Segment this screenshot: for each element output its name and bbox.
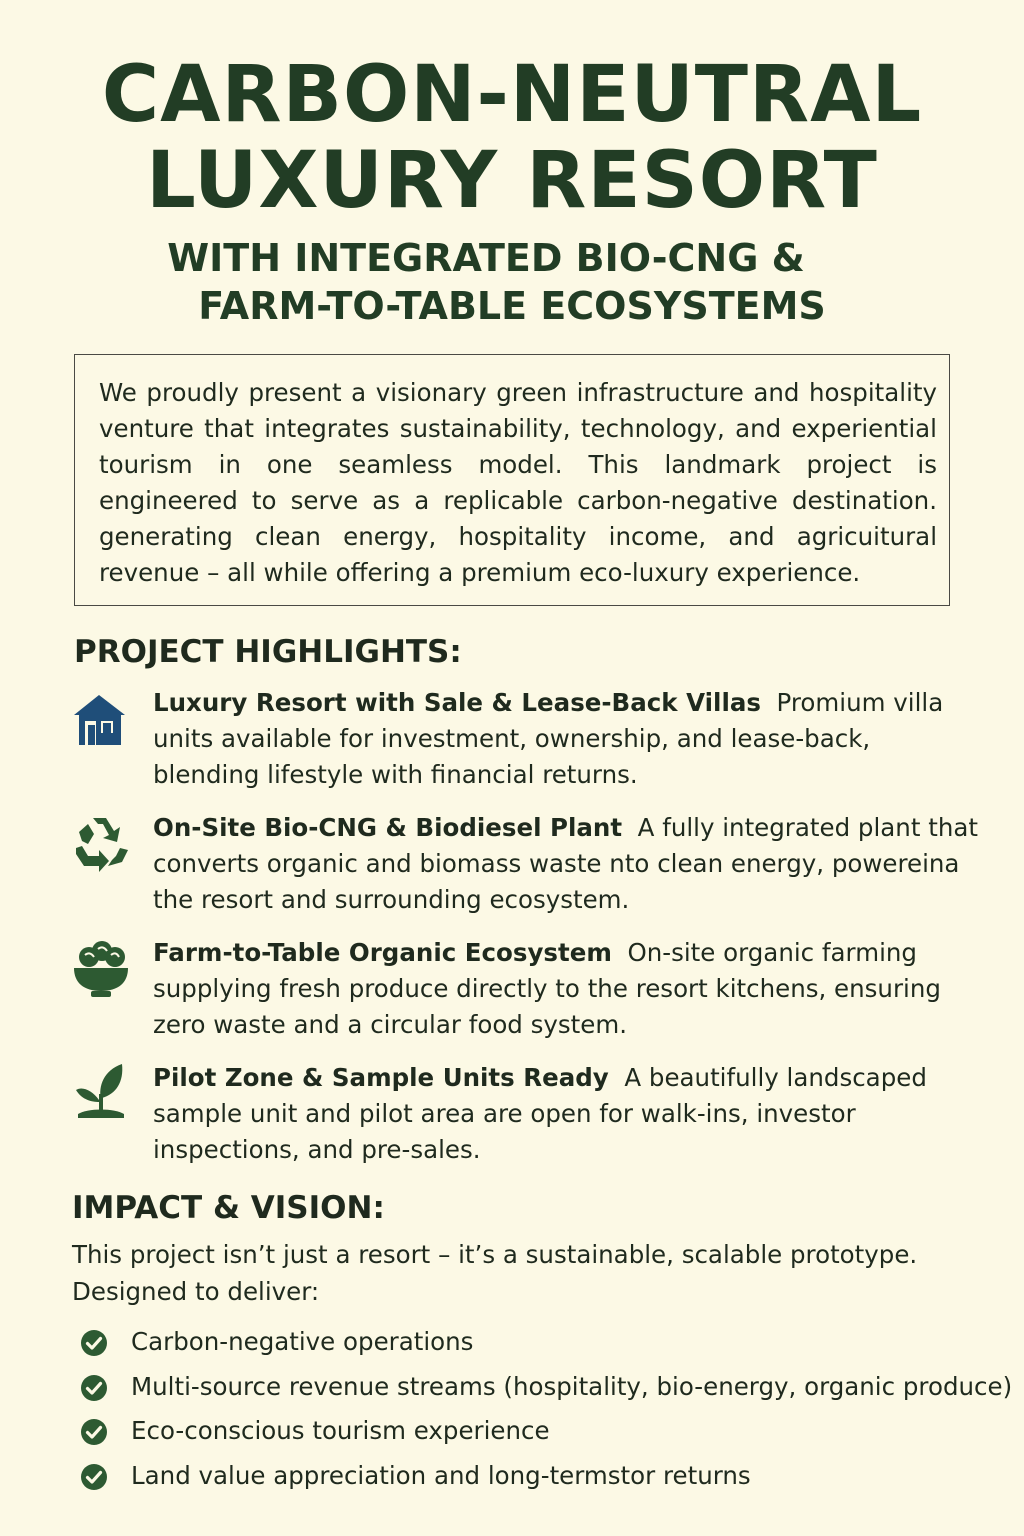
list-item	[80, 1456, 1020, 1501]
highlight-text	[153, 810, 983, 918]
impact-bullet-list	[80, 1322, 1020, 1500]
highlight-description: A fully integrated plant that converts organic and biomass waste nto clean energy, powereina the resort and surrounding ecosystem.	[153, 813, 978, 914]
check-circle-icon	[80, 1329, 108, 1357]
check-circle-icon	[80, 1463, 108, 1491]
intro-paragraph: We proudly present a visionary green infrastructure and hospitality venture that integrates sustainability, technology, and experiential tourism in one seamless model. This landmark project is engineered to serve as a replicable carbon-negative destination. generating clean energy, hospitality income, and agricuitural revenue – all while offering a premium eco-luxury experience.	[99, 378, 937, 587]
salad-bowl-icon	[68, 935, 134, 1001]
impact-paragraph: This project isn’t just a resort – it’s a sustainable, scalable prototype. Designed to deliver:	[72, 1240, 918, 1306]
highlight-description: A beautifully landscaped sample unit and pilot area are open for walk-ins, investor inspections, and pre-sales.	[153, 1063, 927, 1164]
highlights-heading: PROJECT HIGHLIGHTS:	[74, 634, 462, 670]
subtitle-line-1: WITH INTEGRATED BIO-CNG &	[167, 236, 805, 280]
bullet-text: Land value appreciation and long-termstor returns	[131, 1460, 751, 1490]
highlight-text	[153, 1060, 983, 1168]
intro-box	[74, 354, 950, 606]
house-icon	[68, 685, 134, 751]
bullet-text: Carbon-negative operations	[131, 1327, 474, 1356]
sprout-icon	[68, 1060, 134, 1126]
bullet-text: Eco-conscious tourism experience	[131, 1416, 550, 1445]
highlight-description: On-site organic farming supplying fresh produce directly to the resort kitchens, ensuring zero waste and a circular food system.	[153, 938, 941, 1039]
highlight-title: On-Site Bio-CNG & Biodiesel Plant	[153, 813, 623, 842]
highlight-text	[153, 935, 983, 1043]
highlight-title: Pilot Zone & Sample Units Ready	[153, 1063, 609, 1092]
check-circle-icon	[80, 1374, 108, 1402]
highlight-text	[153, 685, 983, 793]
bullet-text: Multi-source revenue streams (hospitality, bio-energy, organic produce)	[131, 1371, 1013, 1401]
impact-heading: IMPACT & VISION:	[72, 1190, 385, 1226]
highlight-title: Luxury Resort with Sale & Lease-Back Villas	[153, 688, 761, 717]
recycle-icon	[68, 810, 134, 876]
list-item	[80, 1367, 1020, 1412]
check-circle-icon	[80, 1418, 108, 1446]
title-line-1: CARBON-NEUTRAL	[101, 50, 923, 140]
highlight-title: Farm-to-Table Organic Ecosystem	[153, 938, 612, 967]
list-item	[80, 1411, 1020, 1456]
highlight-description: Promium villa units available for investment, ownership, and lease-back, blending lifestyle with financial returns.	[153, 688, 944, 789]
title-line-2: LUXURY RESORT	[146, 136, 878, 226]
list-item	[80, 1322, 1020, 1367]
subtitle-line-2: FARM-TO-TABLE ECOSYSTEMS	[198, 284, 826, 328]
